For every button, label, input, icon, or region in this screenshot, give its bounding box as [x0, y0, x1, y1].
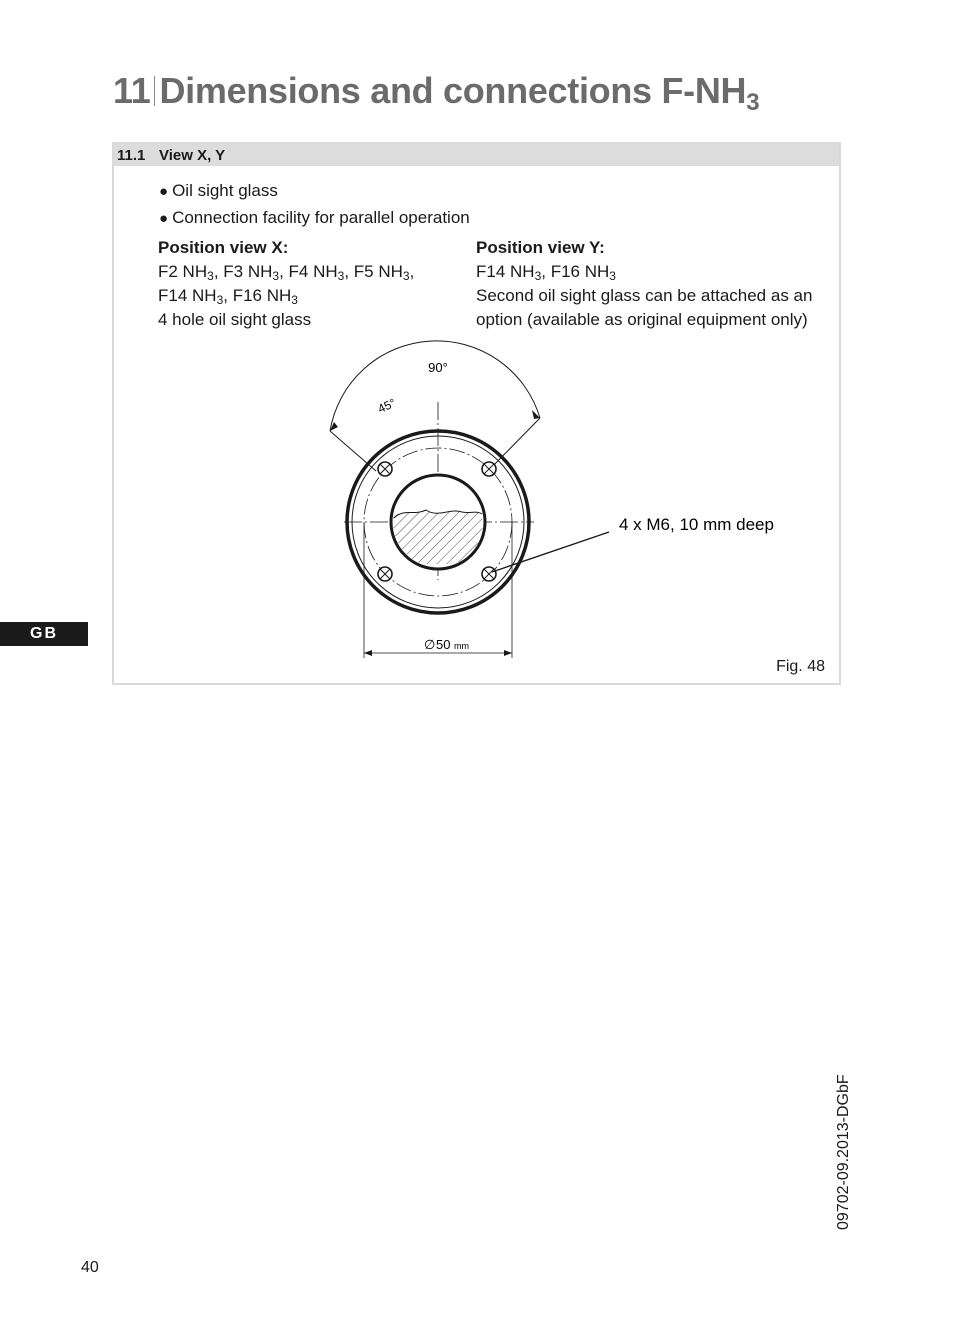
- view-x-models-line1: F2 $NH_3$, F3 $NH_3$, F4 $NH_3$, F5 $NH_3$,: [158, 262, 415, 283]
- extension-line: [488, 418, 540, 471]
- subscript: 3: [207, 269, 214, 283]
- document-id: 09702-09.2013-DGbF: [835, 1074, 852, 1230]
- section-title: View X, Y: [159, 147, 226, 164]
- view-x-models-line2: F14 $NH_3$, F16 $NH_3$: [158, 286, 298, 307]
- view-x-description: 4 hole oil sight glass: [158, 310, 312, 329]
- chapter-title: [113, 70, 760, 116]
- view-y-description-line1: Second oil sight glass can be attached as an: [476, 286, 813, 305]
- diameter-value: 50: [436, 637, 451, 652]
- subscript: 3: [291, 293, 298, 307]
- view-y-heading: Position view Y:: [476, 238, 605, 257]
- bullet-dot: ●: [159, 210, 169, 227]
- subscript: 3: [337, 269, 345, 283]
- subscript: 3: [272, 269, 280, 283]
- subscript: 3: [534, 269, 542, 283]
- section-box: [112, 142, 841, 685]
- callout-leader-line: [492, 532, 609, 572]
- bolt-hole-icon: [482, 567, 496, 581]
- oil-sight-glass-drawing: [114, 144, 839, 683]
- chapter-title-subscript: 3: [746, 89, 760, 116]
- subscript: 3: [402, 269, 410, 283]
- view-y-description-line2: option (available as original equipment only): [476, 310, 808, 329]
- figure-label: Fig. 48: [776, 658, 825, 675]
- bullet-text: Oil sight glass: [172, 181, 278, 200]
- arrowhead-icon: [364, 650, 372, 656]
- title-divider: [154, 76, 155, 106]
- chapter-number: 11: [113, 70, 151, 111]
- angle-45-label: 45°: [375, 395, 399, 416]
- bolt-hole-icon: [482, 462, 496, 476]
- view-y-models: F14 $NH_3$, F16 $NH_3$: [476, 262, 616, 283]
- subscript: 3: [609, 269, 616, 283]
- diameter-unit: mm: [454, 641, 469, 651]
- angle-arc-90: [330, 341, 540, 431]
- section-number: 11.1: [117, 147, 146, 164]
- page-number: 40: [81, 1259, 99, 1276]
- bolt-hole-icon: [378, 462, 392, 476]
- language-tab: GB: [0, 622, 88, 646]
- bullet-dot: ●: [159, 183, 169, 200]
- bolt-hole-icon: [378, 567, 392, 581]
- chapter-title-text: Dimensions and connections F-NH: [159, 70, 747, 111]
- thread-callout: 4 x M6, 10 mm deep: [619, 515, 774, 534]
- bullet-text: Connection facility for parallel operation: [172, 208, 470, 227]
- angle-90-label: 90°: [428, 360, 448, 375]
- diameter-symbol-icon: ∅: [424, 637, 436, 652]
- arrowhead-icon: [504, 650, 512, 656]
- view-x-heading: Position view X:: [158, 238, 289, 257]
- subscript: 3: [216, 293, 224, 307]
